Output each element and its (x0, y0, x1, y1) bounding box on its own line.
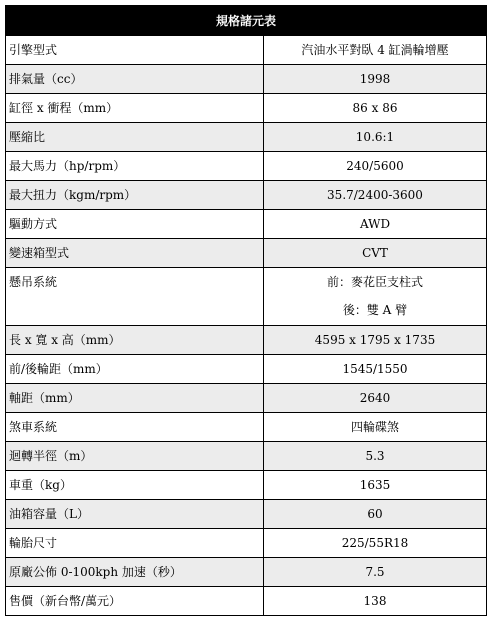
spec-label: 最大馬力（hp/rpm） (6, 152, 264, 181)
spec-value: 四輪碟煞 (264, 413, 487, 442)
spec-label: 軸距（mm） (6, 384, 264, 413)
table-row (6, 94, 487, 123)
spec-value: 60 (264, 500, 487, 529)
table-row (6, 355, 487, 384)
spec-value: 7.5 (264, 558, 487, 587)
table-row (6, 210, 487, 239)
spec-value: 4595 x 1795 x 1735 (264, 326, 487, 355)
spec-value: 138 (264, 587, 487, 616)
spec-value (264, 268, 487, 326)
spec-value-line-front: 前：麥花臣支柱式 (327, 275, 424, 289)
table-header-row (6, 6, 487, 36)
spec-label: 輪胎尺寸 (6, 529, 264, 558)
spec-value: 1545/1550 (264, 355, 487, 384)
spec-value: 225/55R18 (264, 529, 487, 558)
table-row (6, 268, 487, 326)
spec-value: 1635 (264, 471, 487, 500)
table-row (6, 384, 487, 413)
spec-table (5, 5, 487, 616)
table-title: 規格諸元表 (6, 6, 487, 36)
spec-label: 缸徑 x 衝程（mm） (6, 94, 264, 123)
table-row (6, 65, 487, 94)
table-row (6, 529, 487, 558)
table-row (6, 36, 487, 65)
spec-label: 原廠公佈 0-100kph 加速（秒） (6, 558, 264, 587)
spec-label: 懸吊系統 (6, 268, 264, 326)
spec-value: AWD (264, 210, 487, 239)
spec-label: 壓縮比 (6, 123, 264, 152)
table-row (6, 181, 487, 210)
spec-label: 前/後輪距（mm） (6, 355, 264, 384)
spec-label: 迴轉半徑（m） (6, 442, 264, 471)
table-row (6, 239, 487, 268)
spec-label: 長 x 寬 x 高（mm） (6, 326, 264, 355)
spec-value: 1998 (264, 65, 487, 94)
spec-value: 汽油水平對臥 4 缸渦輪增壓 (264, 36, 487, 65)
table-row (6, 123, 487, 152)
spec-value: 5.3 (264, 442, 487, 471)
spec-table-container (5, 5, 486, 616)
spec-value: 240/5600 (264, 152, 487, 181)
spec-value: 86 x 86 (264, 94, 487, 123)
spec-value: 10.6:1 (264, 123, 487, 152)
table-row (6, 471, 487, 500)
table-row (6, 326, 487, 355)
table-row (6, 152, 487, 181)
spec-value: 2640 (264, 384, 487, 413)
spec-label: 煞車系統 (6, 413, 264, 442)
spec-label: 油箱容量（L） (6, 500, 264, 529)
spec-label: 最大扭力（kgm/rpm） (6, 181, 264, 210)
spec-label: 售價（新台幣/萬元） (6, 587, 264, 616)
spec-label: 驅動方式 (6, 210, 264, 239)
table-row (6, 442, 487, 471)
table-row (6, 587, 487, 616)
spec-value-line-rear: 後：雙 A 臂 (342, 303, 408, 317)
spec-value: 35.7/2400-3600 (264, 181, 487, 210)
spec-label: 車重（kg） (6, 471, 264, 500)
spec-value: CVT (264, 239, 487, 268)
table-row (6, 500, 487, 529)
spec-label: 變速箱型式 (6, 239, 264, 268)
table-row (6, 558, 487, 587)
spec-label: 引擎型式 (6, 36, 264, 65)
spec-label: 排氣量（cc） (6, 65, 264, 94)
table-row (6, 413, 487, 442)
